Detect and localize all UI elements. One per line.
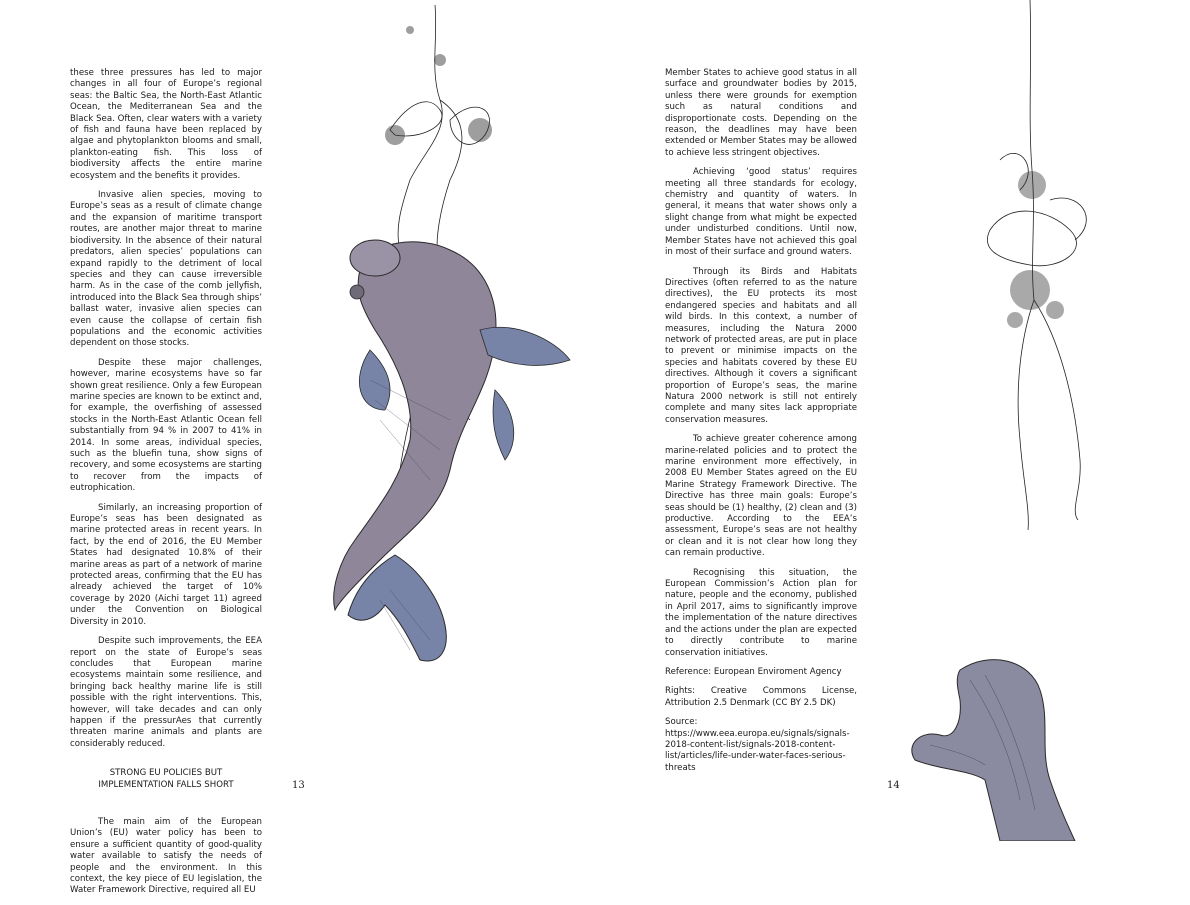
- paragraph: Similarly, an increasing proportion of Europe’s seas has been designated as marine protected areas in recent years. In fact, by the end of 2016, the EU Member States had designated 10.8% of their marine areas as part of a network of marine protected areas, confirming that the EU has already achieved the target of 10% coverage by 2020 (Aichi target 11) agreed under the Convention on Biological Diversity in 2010.: [70, 502, 262, 627]
- rights-line: Rights: Creative Commons License, Attribution 2.5 Denmark (CC BY 2.5 DK): [665, 686, 857, 708]
- paragraph: Member States to achieve good status in all surface and groundwater bodies by 2015, unless there were grounds for exemption such as natural conditions and disproportionate costs. Depending on the reason, the deadlines may have been extended or Member States may be allowed to achieve less stringent objectives.: [665, 68, 857, 158]
- paragraph: Despite such improvements, the EEA report on the state of Europe’s seas concludes that European marine ecosystems maintain some resilience, and bringing back healthy marine life is still possible with the right interventions. This, however, will take decades and can only happen if the pressurAes that currently threaten marine animals and plants are considerably reduced.: [70, 636, 262, 749]
- paragraph: The main aim of the European Union’s (EU) water policy has been to ensure a sufficient quantity of good-quality water available to satisfy the needs of people and the environment. In this context, the key piece of EU legislation, the Water Framework Directive, required all EU: [70, 816, 262, 896]
- right-page-text-column: [665, 68, 857, 782]
- page-number-right: 14: [887, 780, 900, 791]
- hanging-fish-illustration: [300, 0, 600, 690]
- section-heading-line: IMPLEMENTATION FALLS SHORT: [98, 779, 234, 790]
- section-heading: [70, 768, 262, 791]
- page-number-left: 13: [292, 780, 305, 791]
- source-line: Source: https://www.eea.europa.eu/signals/signals-2018-content-list/signals-2018-content-list/articles/life-under-water-faces-serious-threats: [665, 717, 850, 773]
- paragraph: Invasive alien species, moving to Europe’s seas as a result of climate change and the expansion of maritime transport routes, are another major threat to marine biodiversity. In the absence of their natural predators, alien species’ populations can expand rapidly to the detriment of local species and they can cause irreversible harm. As in the case of the comb jellyfish, introduced into the Black Sea through ships’ ballast water, invasive alien species can even cause the collapse of certain fish populations and the economic activities dependent on those stocks.: [70, 190, 262, 349]
- hanging-scribble-illustration: [960, 0, 1120, 540]
- left-page-text-column: [70, 68, 262, 905]
- paragraph: Despite these major challenges, however, marine ecosystems have so far shown great resilience. Only a few European marine species are known to be extinct and, for example, the overfishing of assessed stocks in the North-East Atlantic Ocean fell substantially from 94 % in 2007 to 41% in 2014. In some areas, individual species, such as the bluefin tuna, show signs of recovery, and some ecosystems are starting to recover from the impacts of eutrophication.: [70, 357, 262, 494]
- fish-tail-illustration: [900, 650, 1080, 841]
- reference-line: Reference: European Enviroment Agency: [665, 666, 842, 677]
- paragraph: Achieving ‘good status’ requires meeting all three standards for ecology, chemistry and quantity of waters. In general, it means that water shows only a slight change from what might be expected under undisturbed conditions. Until now, Member States have not achieved this goal in most of their surface and ground waters.: [665, 167, 857, 258]
- paragraph: Recognising this situation, the European Commission’s Action plan for nature, people and the economy, published in April 2017, aims to significantly improve the implementation of the nature directives and the actions under the plan are expected to directly contribute to marine conservation initiatives.: [665, 567, 857, 658]
- paragraph: To achieve greater coherence among marine-related policies and to protect the marine environment more effectively, in 2008 EU Member States agreed on the EU Marine Strategy Framework Directive. The Directive has three main goals: Europe’s seas should be (1) healthy, (2) clean and (3) productive. According to the EEA’s assessment, Europe’s seas are not healthy or clean and it is not clear how long they can remain productive.: [665, 434, 857, 559]
- paragraph: these three pressures has led to major changes in all four of Europe’s regional seas: the Baltic Sea, the North-East Atlantic Ocean, the Mediterranean Sea and the Black Sea. Often, clear waters with a variety of fish and fauna have been replaced by algae and phytoplankton blooms and small, plankton-eating fish. This loss of biodiversity affects the entire marine ecosystem and the benefits it provides.: [70, 68, 262, 181]
- paragraph: Through its Birds and Habitats Directives (often referred to as the nature directives), the EU protects its most endangered species and habitats and all wild birds. In this context, a number of measures, including the Natura 2000 network of protected areas, are put in place to prevent or minimise impacts on the species and habitats covered by these EU directives. Although it covers a significant proportion of Europe’s seas, the marine Natura 2000 network is still not entirely complete and many sites lack appropriate conservation measures.: [665, 266, 857, 425]
- section-heading-line: STRONG EU POLICIES BUT: [109, 768, 223, 779]
